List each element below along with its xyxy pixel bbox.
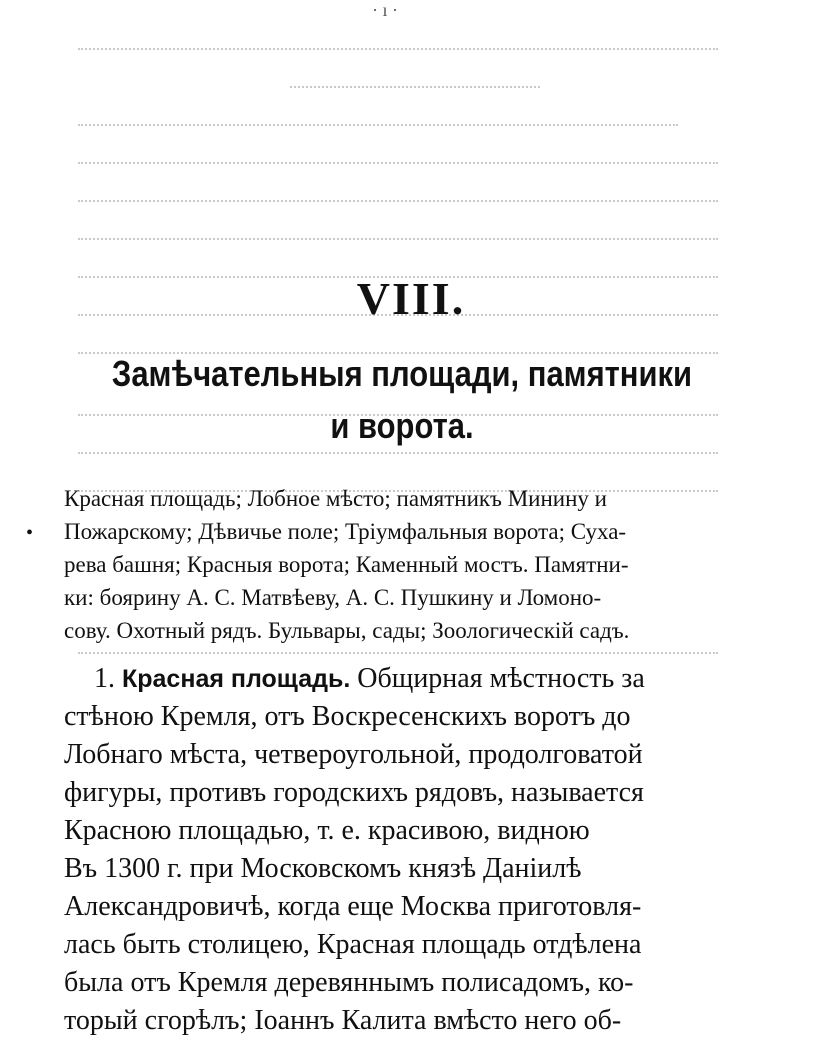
- body-line: фигуры, противъ городскихъ рядовъ, называется: [64, 777, 644, 808]
- section-summary: [64, 482, 712, 647]
- section-number: VIII.: [356, 273, 466, 324]
- body-line: стѣною Кремля, отъ Воскресенскихъ воротъ до: [64, 701, 631, 732]
- body-line: Александровичѣ, когда еще Москва приготовля-: [64, 891, 642, 922]
- margin-dot: •: [26, 522, 34, 544]
- summary-line: сову. Охотный рядъ. Бульвары, сады; Зоологическій садъ.: [64, 618, 630, 643]
- section-title-line-1: Замѣчательныя площади, памятники: [111, 353, 693, 394]
- body-line: торый сгорѣлъ; Іоаннъ Калита вмѣсто него об-: [64, 1005, 622, 1036]
- body-line: Въ 1300 г. при Московскомъ князѣ Даніилѣ: [64, 853, 582, 884]
- body-text: [64, 660, 724, 1040]
- body-line: Красною площадью, т. е. красивою, видною: [64, 815, 590, 846]
- body-first-line: [64, 660, 724, 698]
- body-first-line-text: Общирная мѣстность за: [357, 663, 645, 694]
- section-title-line-2: и ворота.: [330, 405, 474, 446]
- body-line: Лобнаго мѣста, четвероугольной, продолговатой: [64, 739, 643, 770]
- section-title: [110, 348, 695, 452]
- summary-line: Красная площадь; Лобное мѣсто; памятникъ Минину и: [64, 486, 607, 511]
- summary-line: ки: боярину А. С. Матвѣеву, А. С. Пушкину и Ломоно-: [64, 585, 602, 610]
- summary-line: рева башня; Красныя ворота; Каменный мостъ. Памятни-: [64, 552, 629, 577]
- paragraph-heading: Красная площадь.: [122, 665, 351, 693]
- summary-line: Пожарскому; Дѣвичье поле; Тріумфальныя ворота; Суха-: [64, 519, 627, 544]
- paragraph-number: 1.: [94, 663, 115, 694]
- body-line: лась быть столицею, Красная площадь отдѣлена: [64, 929, 642, 960]
- body-line: была отъ Кремля деревяннымъ полисадомъ, ко-: [64, 967, 634, 998]
- page-top-mark: · ı ·: [372, 0, 398, 20]
